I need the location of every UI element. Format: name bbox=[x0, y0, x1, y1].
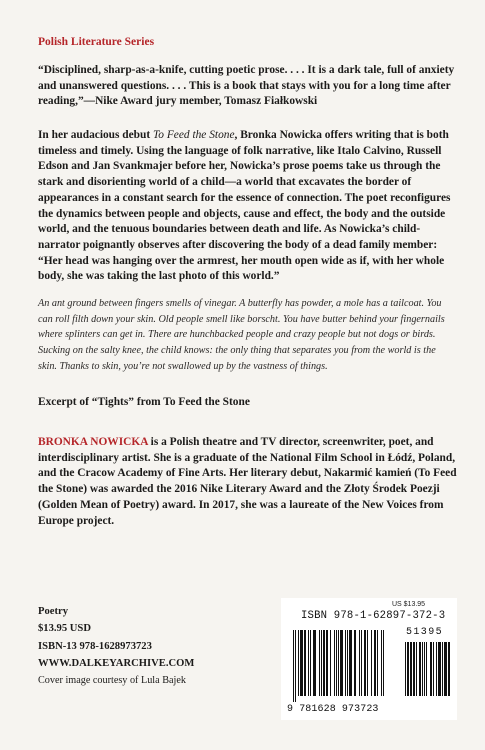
price-label: $13.95 USD bbox=[38, 623, 91, 635]
barcode-digits: 9 781628 973723 bbox=[287, 704, 379, 715]
summary-title: To Feed the Stone bbox=[153, 129, 235, 141]
barcode-price: US $13.95 bbox=[392, 601, 426, 608]
excerpt-text: An ant ground between fingers smells of vinegar. A butterfly has powder, a mole has a tailcoat. You can roll filth down your skin. Old people smell like borscht. You have butter behind your fingernails where splinters can get in. There are hunchbacked people and crazy people but not dogs or birds. Sucking on the salty knee, the child knows: the only thing that separates you from the world is the skin. Thanks to skin, you’re not swallowed up by the vastness of things. bbox=[38, 298, 445, 372]
barcode-isbn-line: ISBN 978-1-62897-372-3 bbox=[301, 610, 446, 622]
author-bio-text: is a Polish theatre and TV director, screenwriter, poet, and interdisciplinary artist. She is a graduate of the National Film School in Łódź, Poland, and the Cracow Academy of Fine Arts. Her literary debut, Nakarmić kamień (To Feed the Stone) was awarded the 2016 Nike Literary Award and the Złoty Środek Poezji (Golden Mean of Poetry) award. In 2017, she was a laureate of the New Voices from Europe project. bbox=[38, 436, 457, 527]
genre-label: Poetry bbox=[38, 606, 68, 617]
cover-credit: Cover image courtesy of Lula Bajek bbox=[38, 675, 186, 687]
barcode-icon bbox=[287, 628, 452, 706]
excerpt-caption: Excerpt of “Tights” from To Feed the Stone bbox=[38, 396, 250, 408]
series-label: Polish Literature Series bbox=[38, 36, 155, 48]
author-name: BRONKA NOWICKA bbox=[38, 436, 148, 448]
author-bio bbox=[38, 435, 458, 529]
barcode-addon-digits: 51395 bbox=[406, 627, 444, 638]
barcode-block bbox=[281, 598, 457, 720]
isbn13-label: ISBN-13 978-1628973723 bbox=[38, 640, 152, 652]
jury-quote: “Disciplined, sharp-as-a-knife, cutting poetic prose. . . . It is a dark tale, full of anxiety and unanswered questions. . . . This is a book that stays with you for a long time after reading,”—Nike Award jury member, Tomasz Fiałkowski bbox=[38, 64, 455, 108]
book-summary bbox=[38, 128, 456, 285]
website-label: WWW.DALKEYARCHIVE.COM bbox=[38, 657, 195, 669]
summary-intro: In her audacious debut bbox=[38, 129, 153, 141]
summary-body: , Bronka Nowicka offers writing that is both timeless and timely. Using the language of folk narrative, like Italo Calvino, Russell Edson and Jan Svankmajer before her, Nowicka’s prose poems take us through the stark and disorienting world of a child—a world that excavates the border of appearances in a constant search for the essence of connection. The poet reconfigures the dynamics between people and objects, cause and effect, the body and the outside world, and the tenuous boundaries between death and life. As Nowicka’s child-narrator poignantly observes after discovering the body of a dead family member: “Her head was hanging over the armrest, her mouth open wide as if, with her whole body, she was taking the last photo of this world.” bbox=[38, 129, 451, 283]
book-info bbox=[38, 603, 194, 689]
